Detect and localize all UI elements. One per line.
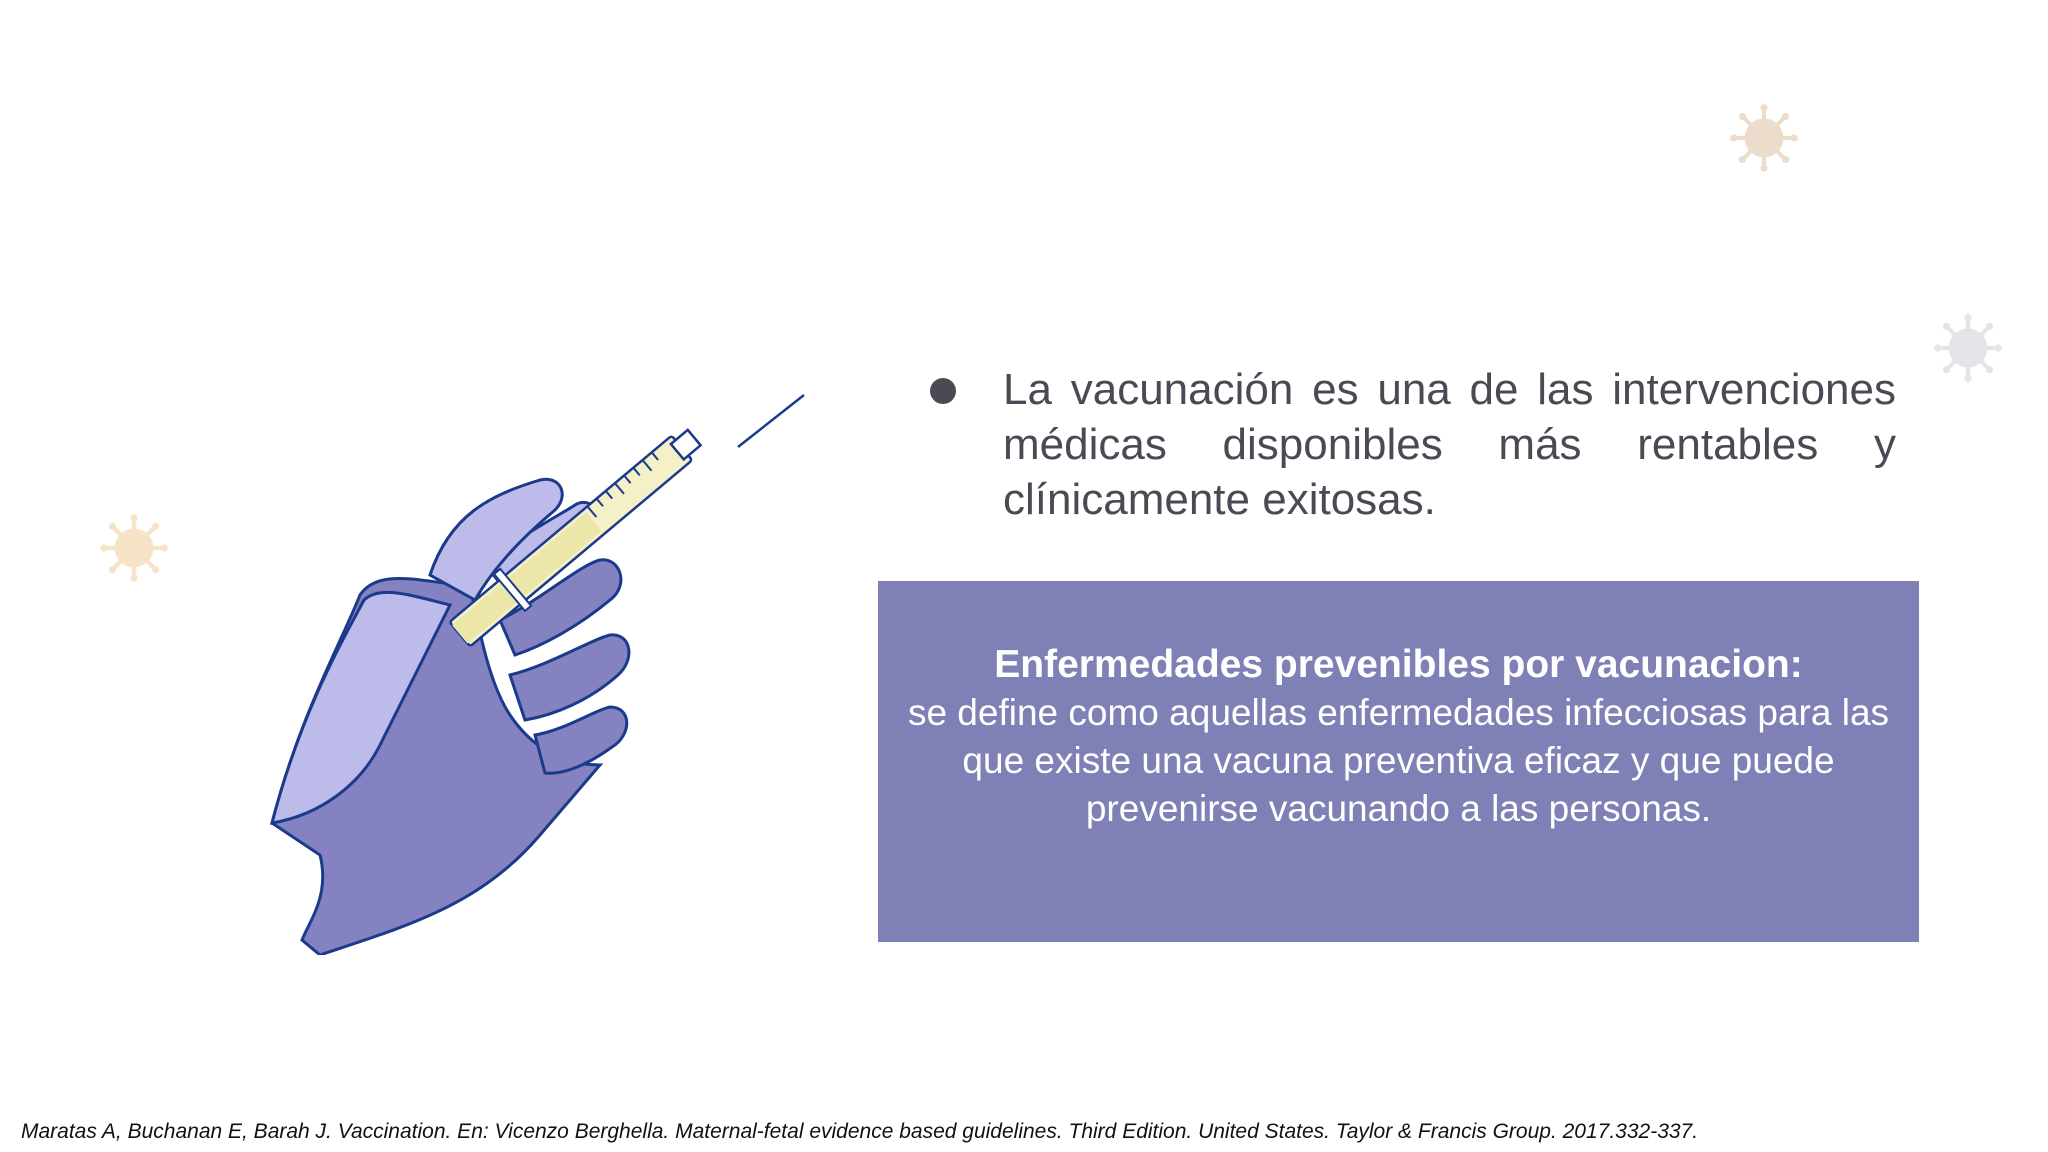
bullet-point: [930, 362, 1896, 527]
bullet-text: La vacunación es una de las intervenciones médicas disponibles más rentables y clínicamente exitosas.: [1003, 365, 1896, 524]
definition-body: se define como aquellas enfermedades infecciosas para las que existe una vacuna preventiva eficaz y que puede prevenirse vacunando a las personas.: [907, 692, 1890, 829]
definition-title: Enfermedades prevenibles por vacunacion:: [994, 643, 1803, 686]
needle: [738, 395, 804, 447]
virus-icon: [1932, 312, 2004, 384]
syringe-hand-illustration: [260, 385, 820, 955]
finger: [535, 707, 627, 773]
virus-icon: [1728, 102, 1800, 174]
definition-box: [878, 581, 1919, 942]
reference-citation: Maratas A, Buchanan E, Barah J. Vaccination. En: Vicenzo Berghella. Maternal-fetal evidence based guidelines. Third Edition. United States. Taylor & Francis Group. 2017.332-337.: [21, 1120, 1699, 1143]
bullet-dot-icon: [930, 378, 956, 404]
virus-icon: [98, 512, 170, 584]
